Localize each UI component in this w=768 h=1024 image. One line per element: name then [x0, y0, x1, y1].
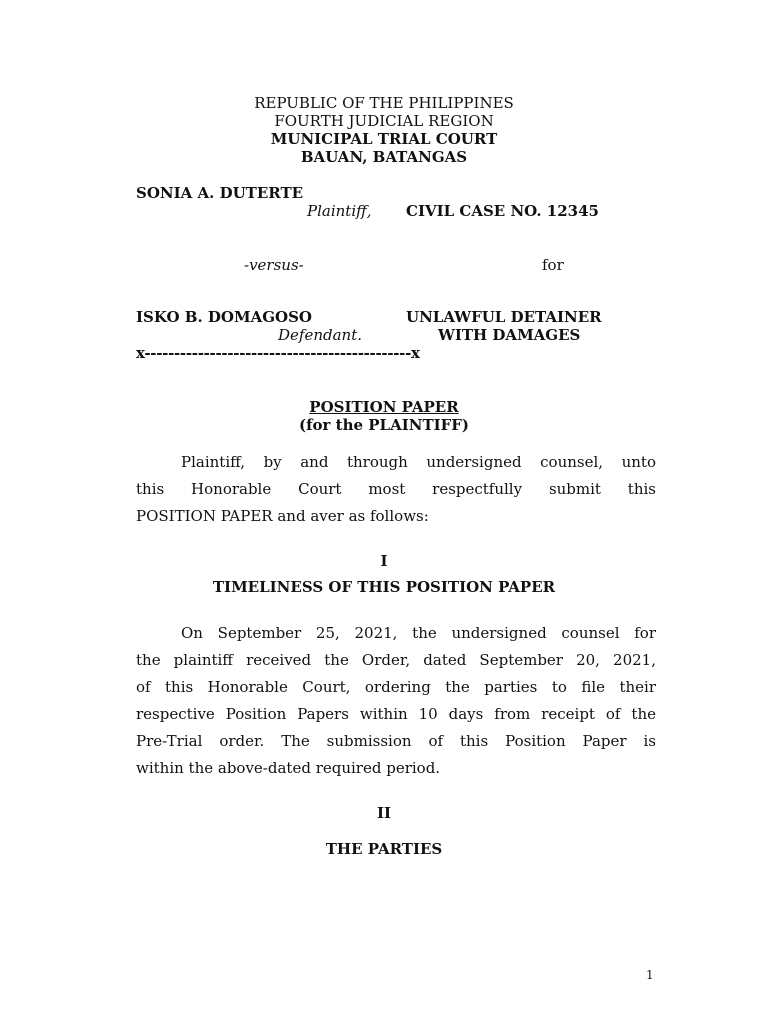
- caption-divider: x---------------------------------------------x: [136, 344, 420, 362]
- document-title: POSITION PAPER: [309, 398, 459, 416]
- intro-line-3: POSITION PAPER and aver as follows:: [136, 507, 429, 525]
- section-2-numeral: II: [376, 804, 392, 822]
- section-1-numeral: I: [380, 552, 388, 570]
- section-2-heading: THE PARTIES: [325, 840, 443, 858]
- page-number: 1: [646, 968, 654, 982]
- for-label: for: [542, 256, 564, 274]
- section-1-line-6: within the above-dated required period.: [136, 759, 441, 777]
- document-subtitle: (for the PLAINTIFF): [298, 416, 470, 434]
- defendant-name: ISKO B. DOMAGOSO: [136, 308, 312, 326]
- case-nature-line2: WITH DAMAGES: [438, 326, 581, 344]
- case-number: CIVIL CASE NO. 12345: [406, 202, 599, 220]
- header-court: MUNICIPAL TRIAL COURT: [270, 130, 498, 148]
- section-1-line-3: of this Honorable Court, ordering the parties to file their: [136, 678, 656, 696]
- section-1-line-2: the plaintiff received the Order, dated September 20, 2021,: [136, 651, 656, 669]
- plaintiff-name: SONIA A. DUTERTE: [136, 184, 304, 202]
- section-1-line-4: respective Position Papers within 10 days from receipt of the: [136, 705, 656, 723]
- intro-line-1: Plaintiff, by and through undersigned counsel, unto: [181, 453, 656, 471]
- intro-line-2: this Honorable Court most respectfully submit this: [136, 480, 656, 498]
- defendant-role: Defendant.: [278, 326, 362, 344]
- plaintiff-role: Plaintiff,: [307, 202, 372, 220]
- section-1-line-5: Pre-Trial order. The submission of this Position Paper is: [136, 732, 656, 750]
- header-republic: REPUBLIC OF THE PHILIPPINES: [254, 94, 514, 112]
- section-1-heading: TIMELINESS OF THIS POSITION PAPER: [212, 578, 556, 596]
- versus-label: -versus-: [244, 256, 304, 274]
- header-location: BAUAN, BATANGAS: [300, 148, 468, 166]
- case-nature-line1: UNLAWFUL DETAINER: [406, 308, 602, 326]
- section-1-line-1: On September 25, 2021, the undersigned counsel for: [181, 624, 656, 642]
- header-region: FOURTH JUDICIAL REGION: [274, 112, 494, 130]
